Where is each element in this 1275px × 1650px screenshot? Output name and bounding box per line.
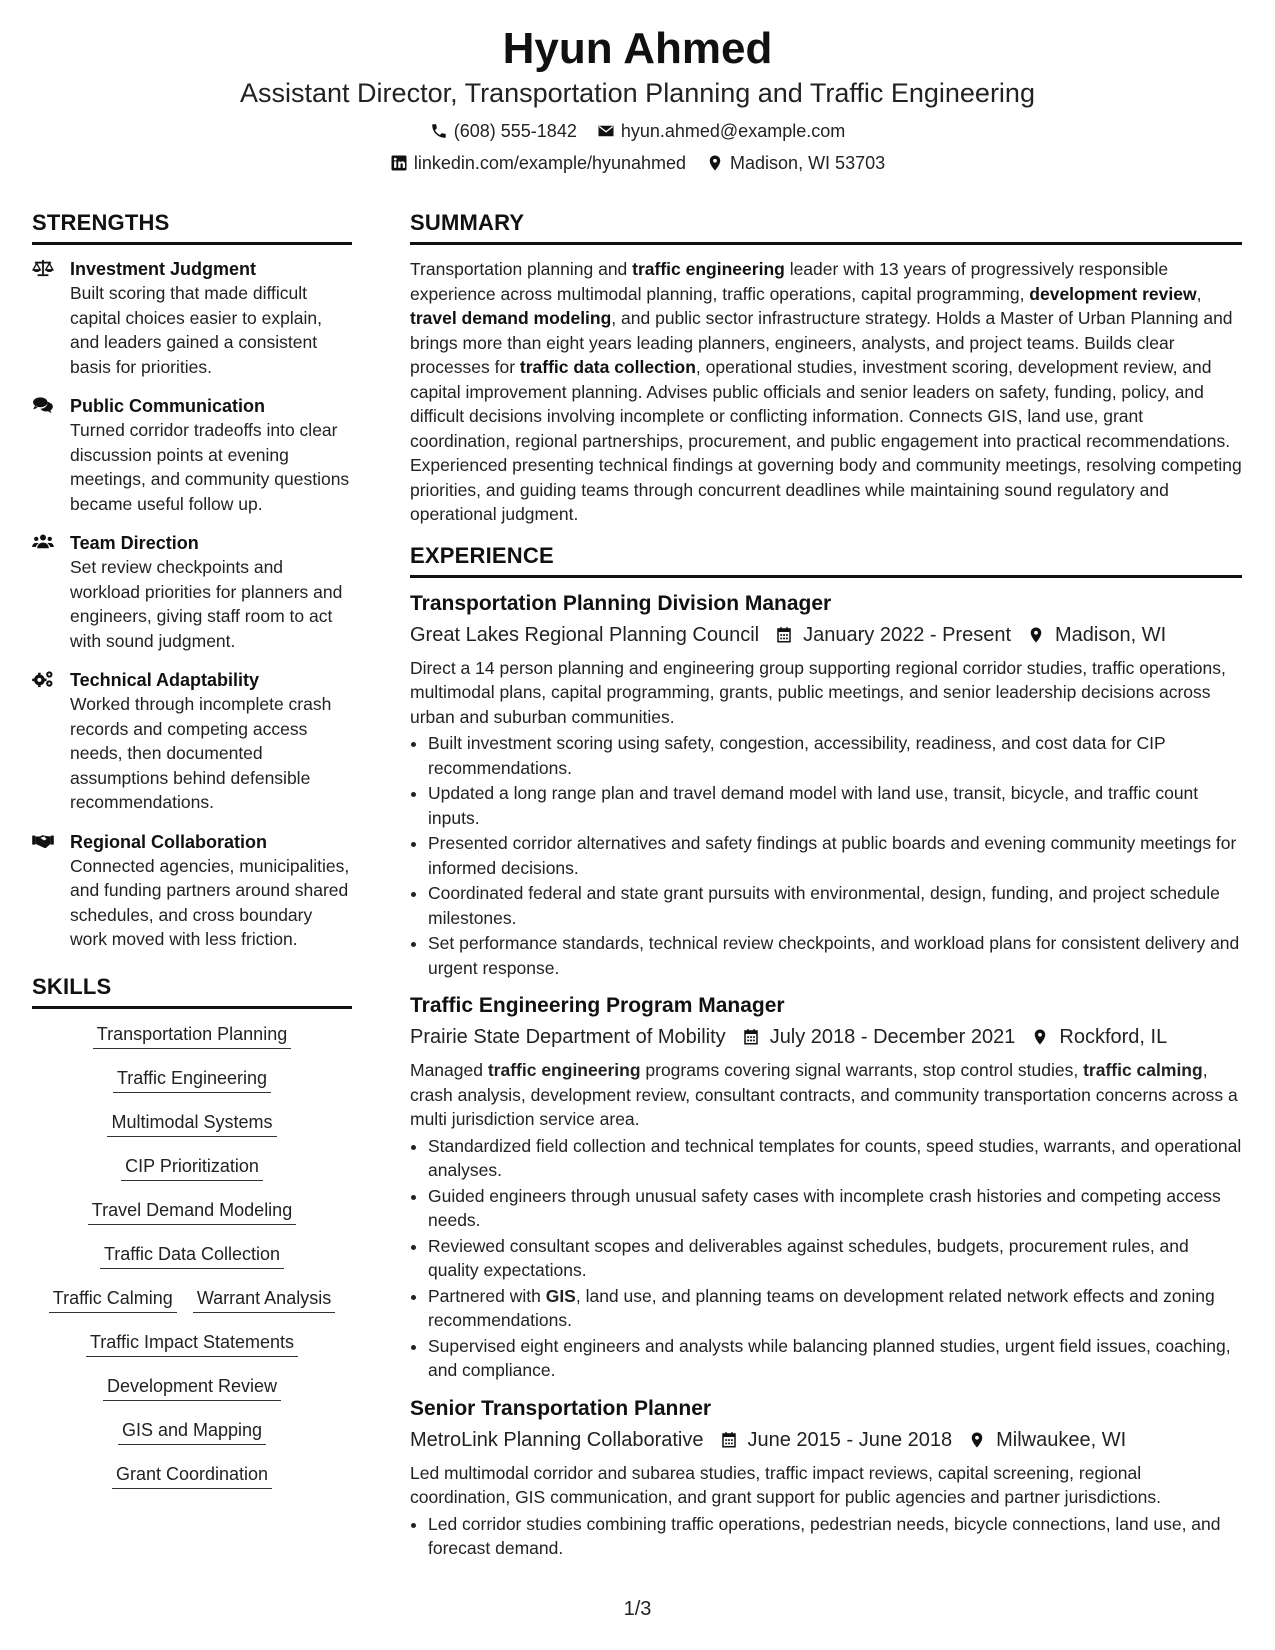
bullet-item <box>428 931 1242 980</box>
job-description <box>410 656 1242 730</box>
job-dates: January 2022 - Present <box>803 623 1012 646</box>
job-bullets <box>410 1134 1242 1383</box>
map-marker-icon <box>968 1431 986 1449</box>
location-text: Madison, WI 53703 <box>730 153 886 173</box>
job-meta <box>410 622 1242 648</box>
job-dates: June 2015 - June 2018 <box>747 1428 953 1451</box>
strength-text: Built scoring that made difficult capital choices easier to explain, and leaders gained a consistent basis for priorities. <box>70 283 322 377</box>
bold-keyword: traffic engineering <box>632 259 785 279</box>
text-run: Presented corridor alternatives and safety findings at public boards and evening community meetings for informed decisions. <box>428 833 1237 878</box>
strength-item <box>32 668 352 815</box>
phone-text: (608) 555-1842 <box>453 121 577 141</box>
cogs-icon <box>32 668 70 815</box>
text-run: Supervised eight engineers and analysts while balancing planned studies, urgent field issues, coaching, and compliance. <box>428 1335 1231 1380</box>
text-run: Guided engineers through unusual safety cases with incomplete crash histories and competing access needs. <box>428 1185 1221 1230</box>
strength-body <box>70 394 352 516</box>
bold-keyword: GIS <box>545 1285 576 1306</box>
skill-tag: Traffic Engineering <box>113 1065 271 1093</box>
text-run: Partnered with <box>428 1285 546 1306</box>
calendar-icon <box>775 626 793 644</box>
email-contact[interactable] <box>597 120 845 142</box>
bullet-item <box>428 1512 1242 1561</box>
bullet-item <box>428 781 1242 830</box>
job-meta <box>410 1427 1242 1453</box>
bold-keyword: traffic data collection <box>519 357 696 377</box>
text-run: Managed <box>410 1060 488 1080</box>
bullet-item <box>428 1234 1242 1283</box>
strength-body <box>70 830 352 952</box>
comments-icon <box>32 394 70 516</box>
text-run: Direct a 14 person planning and engineering group supporting regional corridor studies, traffic operations, multimodal plans, capital programming, grants, public meetings, and senior leadership decisions across urban and suburban communities. <box>410 657 1226 727</box>
envelope-icon <box>597 122 615 140</box>
summary-text <box>410 257 1242 527</box>
text-run: Led multimodal corridor and subarea studies, traffic impact reviews, capital screening, regional coordination, GIS communication, and grant support for public agencies and partner jurisdictions. <box>410 1462 1161 1507</box>
job-title: Transportation Planning Division Manager <box>410 591 832 615</box>
job-location: Rockford, IL <box>1059 1026 1168 1048</box>
job-title: Traffic Engineering Program Manager <box>410 994 785 1017</box>
users-icon <box>32 531 70 653</box>
skill-tag: Multimodal Systems <box>107 1109 276 1137</box>
strength-text: Set review checkpoints and workload priorities for planners and engineers, giving staff room to act with sound judgment. <box>70 557 343 651</box>
resume-header <box>0 22 1275 184</box>
job-description <box>410 1461 1242 1510</box>
text-run: , and public sector infrastructure strategy. Holds a Master of Urban Planning and brings more than eight years leading planners, engineers, analysts, and project teams. Builds clear processes for <box>410 308 1233 377</box>
candidate-title: Assistant Director, Transportation Planning and Traffic Engineering <box>240 78 1035 108</box>
strength-item <box>32 531 352 653</box>
linkedin-contact[interactable] <box>390 152 686 174</box>
job-location: Madison, WI <box>1055 623 1167 646</box>
strength-body <box>70 257 352 379</box>
skill-row <box>32 1373 352 1401</box>
text-run: Transportation planning and <box>410 259 633 279</box>
left-column <box>32 210 352 1505</box>
balance-scale-icon <box>32 257 70 379</box>
map-marker-icon <box>706 154 724 172</box>
bullet-item <box>428 1284 1242 1333</box>
strength-title: Investment Judgment <box>70 259 257 279</box>
strength-text: Turned corridor tradeoffs into clear discussion points at evening meetings, and community questions became useful follow up. <box>70 420 350 514</box>
skill-row <box>32 1197 352 1225</box>
skill-row <box>32 1285 352 1313</box>
skill-tag: Transportation Planning <box>93 1021 291 1049</box>
text-run: , land use, and planning teams on development related network effects and zoning recommendations. <box>428 1285 1215 1330</box>
text-run: Built investment scoring using safety, congestion, accessibility, readiness, and cost data for CIP recommendations. <box>428 733 1166 778</box>
skill-row <box>32 1021 352 1049</box>
linkedin-icon <box>390 154 408 172</box>
job-organization: Prairie State Department of Mobility <box>410 1026 726 1048</box>
skill-row <box>32 1109 352 1137</box>
strength-text: Worked through incomplete crash records and competing access needs, then documented assumptions behind defensible recommendations. <box>70 694 332 812</box>
map-marker-icon <box>1027 626 1045 644</box>
skill-row <box>32 1241 352 1269</box>
text-run: , <box>1196 283 1202 304</box>
skill-row <box>32 1329 352 1357</box>
job-entry <box>410 1395 1242 1561</box>
skill-tag: Grant Coordination <box>112 1461 272 1489</box>
text-run: Standardized field collection and technical templates for counts, speed studies, warrants, and operational analyses. <box>428 1135 1242 1180</box>
handshake-icon <box>32 830 70 952</box>
text-run: Set performance standards, technical review checkpoints, and workload plans for consistent delivery and urgent response. <box>428 933 1240 978</box>
job-location: Milwaukee, WI <box>996 1428 1127 1451</box>
bullet-item <box>428 731 1242 780</box>
experience-heading: EXPERIENCE <box>410 543 1242 578</box>
skill-row <box>32 1461 352 1489</box>
bold-keyword: traffic engineering <box>487 1060 641 1080</box>
strength-title: Technical Adaptability <box>70 670 260 690</box>
skill-tag: CIP Prioritization <box>121 1153 263 1181</box>
skill-tag: Traffic Data Collection <box>100 1241 284 1269</box>
calendar-icon <box>742 1028 760 1046</box>
skill-tag: Warrant Analysis <box>193 1285 335 1313</box>
skills-list <box>32 1021 352 1489</box>
skill-tag: Travel Demand Modeling <box>88 1197 296 1225</box>
page-number: 1/3 <box>623 1598 652 1620</box>
bullet-item <box>428 881 1242 930</box>
job-title: Senior Transportation Planner <box>410 1396 712 1420</box>
strength-item <box>32 257 352 379</box>
text-run: leader with 13 years of progressively responsible experience across multimodal planning, traffic operations, capital programming, <box>410 259 1169 304</box>
skill-row <box>32 1153 352 1181</box>
skills-heading: SKILLS <box>32 974 352 1009</box>
skill-tag: Traffic Calming <box>49 1285 177 1313</box>
skill-tag: Development Review <box>103 1373 281 1401</box>
contact-info <box>0 120 1275 174</box>
email-text[interactable]: hyun.ahmed@example.com <box>620 121 846 141</box>
phone-contact <box>430 120 577 142</box>
text-run: Reviewed consultant scopes and deliverables against schedules, budgets, procurement rules, and quality expectations. <box>428 1235 1189 1280</box>
text-run: Coordinated federal and state grant pursuits with environmental, design, funding, and project schedule milestones. <box>428 883 1220 928</box>
bullet-item <box>428 831 1242 880</box>
strength-body <box>70 668 352 815</box>
skill-tag: Traffic Impact Statements <box>86 1329 298 1357</box>
text-run: programs covering signal warrants, stop control studies, <box>640 1060 1084 1080</box>
calendar-icon <box>720 1431 738 1449</box>
job-dates: July 2018 - December 2021 <box>769 1026 1016 1048</box>
linkedin-text[interactable]: linkedin.com/example/hyunahmed <box>413 153 687 173</box>
strength-body <box>70 531 352 653</box>
text-run: Led corridor studies combining traffic operations, pedestrian needs, bicycle connections, land use, and forecast demand. <box>428 1513 1221 1558</box>
job-meta <box>410 1024 1242 1050</box>
strengths-heading: STRENGTHS <box>32 210 352 245</box>
skill-row <box>32 1065 352 1093</box>
strength-title: Team Direction <box>70 533 199 553</box>
skill-row <box>32 1417 352 1445</box>
skill-tag: GIS and Mapping <box>118 1417 266 1445</box>
text-run: Updated a long range plan and travel demand model with land use, transit, bicycle, and traffic count inputs. <box>428 783 1199 828</box>
right-column <box>410 210 1242 1573</box>
experience-list <box>410 590 1242 1561</box>
job-organization: MetroLink Planning Collaborative <box>410 1428 704 1451</box>
strength-text: Connected agencies, municipalities, and funding partners around shared schedules, and cross boundary work moved with less friction. <box>70 855 350 949</box>
job-bullets <box>410 1512 1242 1561</box>
job-entry <box>410 590 1242 981</box>
location-contact <box>706 152 885 174</box>
text-run: , crash analysis, development review, consultant contracts, and community transportation concerns across a multi jurisdiction service area. <box>410 1060 1238 1129</box>
bold-keyword: development review <box>1029 283 1197 304</box>
strength-item <box>32 830 352 952</box>
summary-heading: SUMMARY <box>410 210 1242 245</box>
bold-keyword: traffic calming <box>1083 1060 1203 1080</box>
bullet-item <box>428 1184 1242 1233</box>
job-description <box>410 1058 1242 1132</box>
phone-icon <box>430 122 448 140</box>
bold-keyword: travel demand modeling <box>410 308 612 328</box>
job-organization: Great Lakes Regional Planning Council <box>410 623 760 646</box>
text-run: , operational studies, investment scoring, development review, and capital improvement planning. Advises public officials and senior leaders on safety, funding, policy, and difficult decisions involving incomplete or conflicting information. Connects GIS, land use, grant coordination, regional partnerships, procurement, and public engagement into practical recommendations. Experienced presenting technical findings at governing body and community meetings, resolving competing priorities, and guiding teams through concurrent deadlines while maintaining sound regulatory and operational judgment. <box>410 357 1242 524</box>
candidate-name: Hyun Ahmed <box>502 24 773 73</box>
bullet-item <box>428 1134 1242 1183</box>
strengths-list <box>32 257 352 952</box>
bullet-item <box>428 1334 1242 1383</box>
strength-item <box>32 394 352 516</box>
job-entry <box>410 992 1242 1383</box>
strength-title: Regional Collaboration <box>70 831 268 852</box>
map-marker-icon <box>1031 1028 1049 1046</box>
strength-title: Public Communication <box>70 396 266 416</box>
job-bullets <box>410 731 1242 980</box>
